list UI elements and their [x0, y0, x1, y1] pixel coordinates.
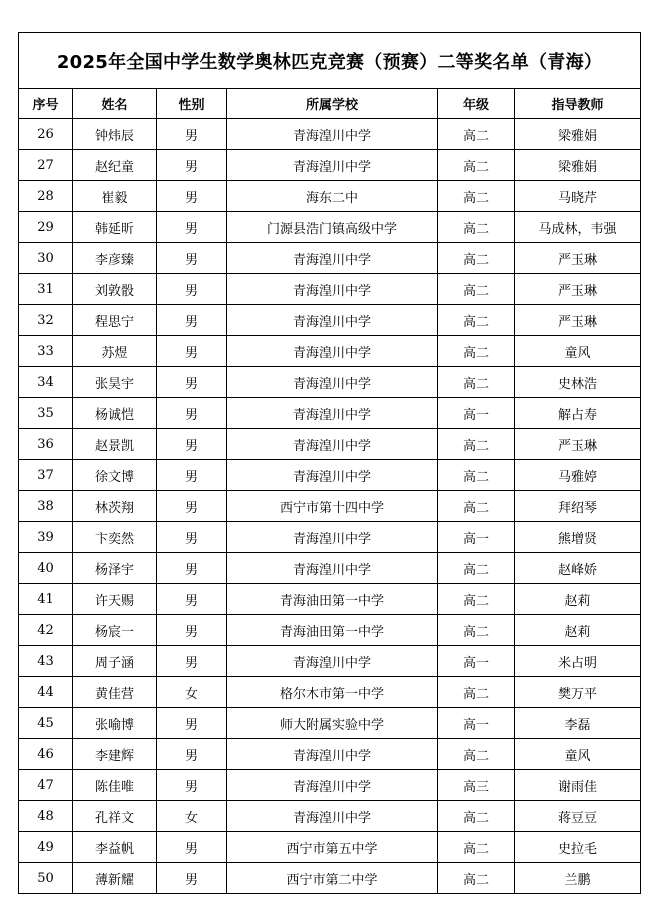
cell-index: 28	[19, 181, 73, 212]
header-row	[19, 89, 641, 119]
cell-name: 钟炜辰	[73, 119, 157, 150]
table-row	[19, 491, 641, 522]
cell-teacher: 李磊	[515, 708, 641, 739]
cell-teacher: 童风	[515, 336, 641, 367]
cell-grade: 高二	[438, 367, 515, 398]
cell-gender: 男	[157, 553, 227, 584]
cell-gender: 女	[157, 801, 227, 832]
table-row	[19, 429, 641, 460]
award-table	[18, 32, 641, 894]
cell-index: 45	[19, 708, 73, 739]
cell-teacher: 赵峰娇	[515, 553, 641, 584]
cell-index: 30	[19, 243, 73, 274]
cell-name: 陈佳唯	[73, 770, 157, 801]
col-header-school: 所属学校	[227, 89, 438, 119]
cell-school: 格尔木市第一中学	[227, 677, 438, 708]
col-header-teacher: 指导教师	[515, 89, 641, 119]
cell-name: 许天赐	[73, 584, 157, 615]
cell-index: 31	[19, 274, 73, 305]
cell-teacher: 史拉毛	[515, 832, 641, 863]
cell-school: 青海湟川中学	[227, 770, 438, 801]
table-row	[19, 212, 641, 243]
cell-school: 青海湟川中学	[227, 336, 438, 367]
table-row	[19, 801, 641, 832]
cell-teacher: 蒋豆豆	[515, 801, 641, 832]
table-row	[19, 367, 641, 398]
cell-index: 40	[19, 553, 73, 584]
cell-school: 青海湟川中学	[227, 429, 438, 460]
cell-school: 西宁市第五中学	[227, 832, 438, 863]
cell-name: 李益帆	[73, 832, 157, 863]
cell-teacher: 赵莉	[515, 615, 641, 646]
table-row	[19, 832, 641, 863]
cell-school: 青海湟川中学	[227, 522, 438, 553]
table-row	[19, 522, 641, 553]
cell-grade: 高三	[438, 770, 515, 801]
cell-teacher: 樊万平	[515, 677, 641, 708]
cell-teacher: 马晓芹	[515, 181, 641, 212]
cell-grade: 高二	[438, 274, 515, 305]
cell-name: 赵纪童	[73, 150, 157, 181]
cell-gender: 男	[157, 367, 227, 398]
cell-name: 林茨翔	[73, 491, 157, 522]
table-row	[19, 119, 641, 150]
award-list-sheet	[18, 32, 640, 894]
cell-name: 刘敦骰	[73, 274, 157, 305]
table-title: 2025年全国中学生数学奥林匹克竞赛（预赛）二等奖名单（青海）	[19, 33, 641, 89]
table-row	[19, 243, 641, 274]
cell-name: 薄新耀	[73, 863, 157, 894]
cell-gender: 男	[157, 119, 227, 150]
cell-school: 青海湟川中学	[227, 243, 438, 274]
cell-name: 孔祥文	[73, 801, 157, 832]
cell-teacher: 谢雨佳	[515, 770, 641, 801]
cell-index: 32	[19, 305, 73, 336]
cell-name: 卞奕然	[73, 522, 157, 553]
cell-gender: 男	[157, 615, 227, 646]
table-row	[19, 770, 641, 801]
cell-index: 36	[19, 429, 73, 460]
cell-name: 徐文博	[73, 460, 157, 491]
cell-teacher: 严玉琳	[515, 243, 641, 274]
cell-index: 50	[19, 863, 73, 894]
cell-grade: 高二	[438, 677, 515, 708]
cell-school: 青海湟川中学	[227, 305, 438, 336]
col-header-index: 序号	[19, 89, 73, 119]
cell-grade: 高二	[438, 863, 515, 894]
cell-teacher: 熊增贤	[515, 522, 641, 553]
cell-index: 44	[19, 677, 73, 708]
cell-grade: 高二	[438, 212, 515, 243]
cell-gender: 男	[157, 274, 227, 305]
cell-gender: 男	[157, 739, 227, 770]
table-row	[19, 863, 641, 894]
cell-grade: 高二	[438, 739, 515, 770]
table-row	[19, 584, 641, 615]
cell-school: 青海油田第一中学	[227, 615, 438, 646]
cell-school: 青海油田第一中学	[227, 584, 438, 615]
cell-gender: 男	[157, 708, 227, 739]
cell-name: 苏煜	[73, 336, 157, 367]
table-row	[19, 274, 641, 305]
cell-gender: 男	[157, 336, 227, 367]
cell-index: 35	[19, 398, 73, 429]
cell-school: 青海湟川中学	[227, 801, 438, 832]
table-row	[19, 336, 641, 367]
table-row	[19, 150, 641, 181]
cell-school: 门源县浩门镇高级中学	[227, 212, 438, 243]
cell-name: 李彦臻	[73, 243, 157, 274]
cell-index: 43	[19, 646, 73, 677]
cell-teacher: 赵莉	[515, 584, 641, 615]
cell-index: 46	[19, 739, 73, 770]
table-row	[19, 615, 641, 646]
cell-gender: 男	[157, 429, 227, 460]
cell-index: 37	[19, 460, 73, 491]
cell-school: 青海湟川中学	[227, 367, 438, 398]
cell-gender: 男	[157, 491, 227, 522]
cell-gender: 男	[157, 646, 227, 677]
cell-school: 西宁市第十四中学	[227, 491, 438, 522]
cell-teacher: 拜绍琴	[515, 491, 641, 522]
cell-index: 38	[19, 491, 73, 522]
table-row	[19, 181, 641, 212]
cell-grade: 高二	[438, 801, 515, 832]
cell-grade: 高二	[438, 491, 515, 522]
cell-grade: 高一	[438, 646, 515, 677]
cell-grade: 高二	[438, 832, 515, 863]
cell-name: 韩延昕	[73, 212, 157, 243]
cell-gender: 男	[157, 832, 227, 863]
cell-teacher: 马成林，韦强	[515, 212, 641, 243]
cell-grade: 高二	[438, 243, 515, 274]
cell-teacher: 史林浩	[515, 367, 641, 398]
cell-index: 49	[19, 832, 73, 863]
cell-grade: 高一	[438, 398, 515, 429]
cell-index: 26	[19, 119, 73, 150]
cell-gender: 男	[157, 770, 227, 801]
cell-teacher: 马雅婷	[515, 460, 641, 491]
cell-index: 33	[19, 336, 73, 367]
cell-gender: 男	[157, 150, 227, 181]
cell-name: 周子涵	[73, 646, 157, 677]
cell-gender: 男	[157, 584, 227, 615]
cell-teacher: 兰鹏	[515, 863, 641, 894]
cell-grade: 高二	[438, 181, 515, 212]
cell-grade: 高二	[438, 615, 515, 646]
cell-gender: 男	[157, 522, 227, 553]
cell-index: 29	[19, 212, 73, 243]
cell-name: 张喻博	[73, 708, 157, 739]
table-body	[19, 119, 641, 894]
cell-index: 34	[19, 367, 73, 398]
cell-gender: 男	[157, 305, 227, 336]
cell-teacher: 严玉琳	[515, 305, 641, 336]
table-row	[19, 677, 641, 708]
col-header-name: 姓名	[73, 89, 157, 119]
col-header-gender: 性别	[157, 89, 227, 119]
cell-index: 39	[19, 522, 73, 553]
cell-name: 杨泽宇	[73, 553, 157, 584]
cell-gender: 男	[157, 212, 227, 243]
col-header-grade: 年级	[438, 89, 515, 119]
cell-school: 青海湟川中学	[227, 646, 438, 677]
cell-school: 青海湟川中学	[227, 398, 438, 429]
cell-school: 青海湟川中学	[227, 739, 438, 770]
cell-grade: 高二	[438, 119, 515, 150]
cell-school: 西宁市第二中学	[227, 863, 438, 894]
cell-school: 青海湟川中学	[227, 150, 438, 181]
cell-name: 李建辉	[73, 739, 157, 770]
cell-grade: 高二	[438, 584, 515, 615]
cell-index: 47	[19, 770, 73, 801]
cell-name: 黄佳营	[73, 677, 157, 708]
cell-school: 青海湟川中学	[227, 274, 438, 305]
cell-school: 师大附属实验中学	[227, 708, 438, 739]
cell-gender: 男	[157, 460, 227, 491]
cell-grade: 高二	[438, 305, 515, 336]
cell-teacher: 严玉琳	[515, 429, 641, 460]
cell-gender: 女	[157, 677, 227, 708]
cell-grade: 高二	[438, 150, 515, 181]
cell-name: 张昊宇	[73, 367, 157, 398]
cell-teacher: 梁雅娟	[515, 119, 641, 150]
cell-teacher: 解占寿	[515, 398, 641, 429]
table-row	[19, 708, 641, 739]
cell-gender: 男	[157, 863, 227, 894]
table-row	[19, 398, 641, 429]
cell-school: 海东二中	[227, 181, 438, 212]
cell-gender: 男	[157, 398, 227, 429]
cell-name: 杨宸一	[73, 615, 157, 646]
cell-teacher: 米占明	[515, 646, 641, 677]
table-row	[19, 460, 641, 491]
cell-teacher: 梁雅娟	[515, 150, 641, 181]
cell-grade: 高二	[438, 336, 515, 367]
table-row	[19, 739, 641, 770]
cell-grade: 高二	[438, 553, 515, 584]
cell-name: 崔毅	[73, 181, 157, 212]
cell-grade: 高二	[438, 429, 515, 460]
cell-index: 42	[19, 615, 73, 646]
cell-name: 程思宁	[73, 305, 157, 336]
table-row	[19, 553, 641, 584]
cell-teacher: 严玉琳	[515, 274, 641, 305]
table-row	[19, 305, 641, 336]
cell-name: 赵景凯	[73, 429, 157, 460]
cell-index: 48	[19, 801, 73, 832]
cell-index: 41	[19, 584, 73, 615]
table-row	[19, 646, 641, 677]
cell-grade: 高二	[438, 460, 515, 491]
cell-index: 27	[19, 150, 73, 181]
cell-school: 青海湟川中学	[227, 553, 438, 584]
cell-grade: 高一	[438, 522, 515, 553]
cell-name: 杨诚恺	[73, 398, 157, 429]
cell-gender: 男	[157, 181, 227, 212]
cell-school: 青海湟川中学	[227, 460, 438, 491]
cell-school: 青海湟川中学	[227, 119, 438, 150]
cell-gender: 男	[157, 243, 227, 274]
cell-grade: 高一	[438, 708, 515, 739]
cell-teacher: 童风	[515, 739, 641, 770]
